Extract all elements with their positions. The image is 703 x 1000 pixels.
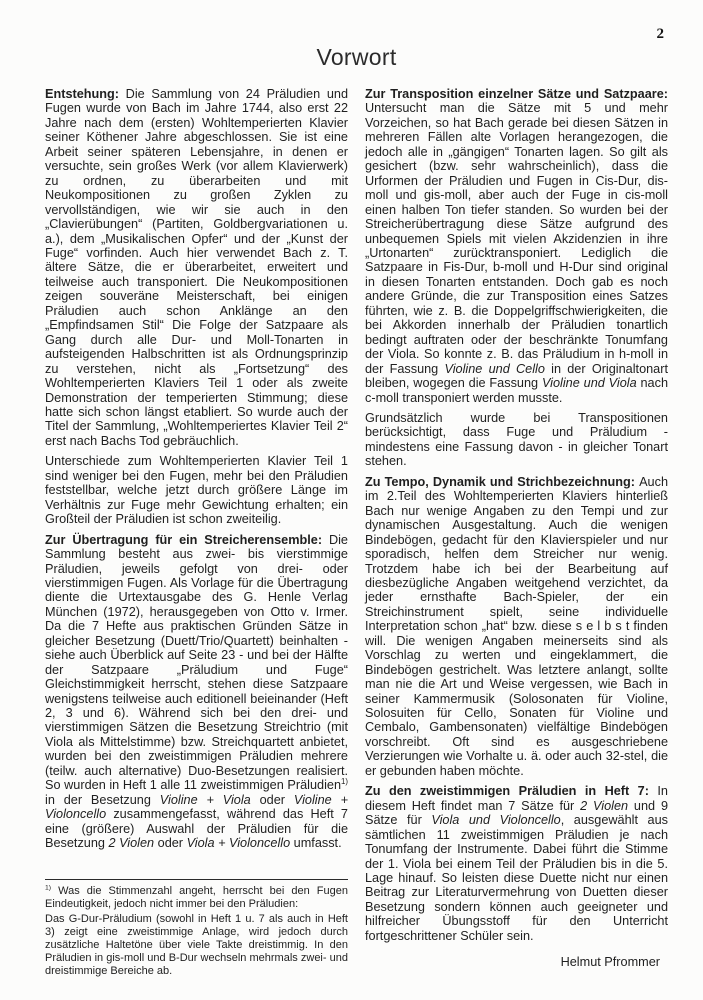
paragraph-transposition: Zur Transposition einzelner Sätze und Satzpaare: Untersucht man die Sätze mit 5 und mehr Vorzeichen, so hat Bach gerade bei diesen Sätzen in mehreren Fällen alte Vorlagen herangezogen, die jedoch alle in „gängigen“ Tonarten lagen. So gilt als gesichert (bzw. sehr wahrscheinlich), dass die Urformen der Präludien und Fugen in Cis-Dur, dis-moll und gis-moll, aber auch der Fuge in cis-moll einen halben Ton tiefer standen. So wurden bei der Streicherübertragung diese Sätze aufgrund des unbequemen Spiels mit vielen Akzidenzien in ihre „Urtonarten“ zurücktransponiert. Lediglich die Satzpaare in Fis-Dur, b-moll und H-Dur sind original in diesen Tonarten entstanden. Doch gab es noch andere Gründe, die zur Transposition eines Satzes führten, wie z. B. die Doppelgriffschwierigkeiten, die bei Akkorden innerhalb der Präludien tonartlich bedingt auftraten oder der beschränkte Tonumfang der Viola. So konnte z. B. das Präludium in h-moll in der Fassung Violine und Cello in der Originaltonart bleiben, wogegen die Fassung Violine und Viola nach c-moll transponiert werden musste. bbox=[365, 87, 668, 405]
author-signature: Helmut Pfrommer bbox=[560, 955, 660, 970]
paragraph-tempo-dynamik-strichbezeichnung: Zu Tempo, Dynamik und Strichbezeichnung: Auch im 2.Teil des Wohltemperierten Klaviers hinterließ Bach nur wenige Angaben zu den Tempi und zur dynamischen Ausgestaltung. Auch die wenigen Bindebögen, gedacht für den Klavierspieler und nur sporadisch, helfen dem Streicher nur wenig. Trotzdem habe ich bei der Bearbeitung auf diesbezügliche Angaben weitgehend verzichtet, da jeder ernsthafte Bach-Spieler, der ein Streichinstrument spielt, seine individuelle Interpretation schon „hat“ bzw. diese s e l b s t finden will. Die wenigen Angaben meinerseits sind als Vorschlag zu werten und eingeklammert, die Bindebögen gestrichelt. Was letztere anlangt, sollte man nie die Art und Weise vergessen, wie Bach in seiner Kammermusik (Solosonaten für Violine, Solosuiten für Cello, Sonaten für Violine und Cembalo, Gambensonaten) vielfältige Bindebögen vorschreibt. Oft sind es ausgeschriebene Verzierungen wie Vorhalte u. ä. oder auch 32-stel, die er gebunden haben möchte. bbox=[365, 474, 668, 778]
right-column bbox=[365, 87, 668, 980]
paragraph-unterschiede: Unterschiede zum Wohltemperierten Klavier Teil 1 sind weniger bei den Fugen, mehr bei den Präludien feststellbar, welche jetzt durch größere Länge im Verhältnis zur Fuge mehr Gewichtung erhalten; ein Großteil der Präludien ist schon zweiteilig. bbox=[45, 454, 348, 527]
footnote-paragraph-1: $^{1)}$ Was die Stimmenzahl angeht, herrscht bei den Fugen Eindeutigkeit, jedoch nicht immer bei den Präludien: bbox=[45, 884, 348, 910]
paragraph-uebertragung-streicherensemble: Zur Übertragung für ein Streicherensemble: Die Sammlung besteht aus zwei- bis vierstimmige Präludien, jeweils gefolgt von drei- oder vierstimmigen Fugen. Als Vorlage für die Übertragung diente die Urtextausgabe des G. Henle Verlag München (1972), herausgegeben von Otto v. Irmer. Da die 7 Hefte aus praktischen Gründen Sätze in gleicher Besetzung (Duett/Trio/Quartett) beinhalten - siehe auch Überblick auf Seite 23 - und bei der Hälfte der Satzpaare „Präludium und Fuge“ Gleichstimmigkeit herrscht, stehen diese Satzpaare wenigstens teilweise auch editionell beieinander (Heft 2, 3 und 6). Während sich bei den drei- und vierstimmigen Sätzen die Besetzung Streichtrio (mit Viola als Mittelstimme) bzw. Streichquartett anbietet, wurden bei den zweistimmigen Präludien mehrere (teilw. auch alternative) Duo-Besetzungen realisiert. So wurden in Heft 1 alle 11 zweistimmigen Präludien$^{1)}$ in der Besetzung Violine + Viola oder Violine + Violoncello zusammengefasst, während das Heft 7 eine (größere) Auswahl der Präludien für die Besetzung 2 Violen oder Viola + Violoncello umfasst. bbox=[45, 532, 349, 851]
footnote-paragraph-2: Das G-Dur-Präludium (sowohl in Heft 1 u. 7 als auch in Heft 3) zeigt eine zweistimmige Anlage, wird jedoch durch zusätzliche Haltetöne über viele Takte dreistimmig. In den Präludien in gis-moll und B-Dur wechseln mehrmals zwei- und dreistimmige Bereiche ab. bbox=[45, 913, 348, 977]
two-column-layout bbox=[0, 71, 703, 980]
page-title: Vorwort bbox=[316, 44, 397, 70]
left-column bbox=[45, 87, 348, 980]
footnote-divider bbox=[45, 879, 348, 880]
page-number: 2 bbox=[656, 26, 664, 42]
paragraph-zweistimmige-praeludien-heft7: Zu den zweistimmigen Präludien in Heft 7: In diesem Heft findet man 7 Sätze für 2 Violen und 9 Sätze für Viola und Violoncello, ausgewählt aus sämtlichen 11 zweistimmigen Präludien je nach Tonumfang der Instrumente. Dabei führt die Stimme der 1. Viola bei einem Teil der Präludien bis in die 5. Lage hinauf. So leisten diese Duette nicht nur einen Beitrag zur Literaturvermehrung von Duetten dieser Besetzung sondern können auch geeigneter und hilfreicher Übungsstoff für den Unterricht fortgeschrittener Schüler sein. bbox=[365, 784, 668, 943]
paragraph-entstehung: Entstehung: Die Sammlung von 24 Präludien und Fugen wurde von Bach im Jahre 1744, also erst 22 Jahre nach dem (ersten) Wohltemperierten Klavier seiner Köthener Jahre abgeschlossen. Sie ist eine Arbeit seiner späteren Lebensjahre, in denen er versuchte, sein großes Werk (vor allem Klavierwerk) zu ordnen, zu überarbeiten und mit Neukompositionen zu großen Zyklen zu vervollständigen, wie wir sie auch in den „Clavierübungen“ (Partiten, Goldbergvariationen u. a.), dem „Musikalischen Opfer“ und der „Kunst der Fuge“ vorfinden. Auch hier verwendet Bach z. T. ältere Sätze, die er überarbeitet, erweitert und teilweise auch transponiert. Die Neukompositionen zeigen souveräne Meisterschaft, bei einigen Präludien auch schon Anklänge an den „Empfindsamen Stil“ Die Folge der Satzpaare als Gang durch alle Dur- und Moll-Tonarten in aufsteigenden Halbschritten ist als Ordnungsprinzip zu verstehen, nicht als „Fortsetzung“ des Wohltemperierten Klaviers Teil 1 oder als zweite Demonstration der temperierten Stimmung; diese hatte sich schon längst etabliert. So wurde auch der Titel der Sammlung, „Wohltemperiertes Klavier Teil 2“ erst nach Bachs Tod gebräuchlich. bbox=[45, 87, 348, 448]
footnote-block bbox=[45, 879, 348, 980]
paragraph-grundsaetzlich: Grundsätzlich wurde bei Transpositionen berücksichtigt, dass Fuge und Präludium - mindestens eine Fassung davon - in gleicher Tonart stehen. bbox=[365, 410, 668, 469]
